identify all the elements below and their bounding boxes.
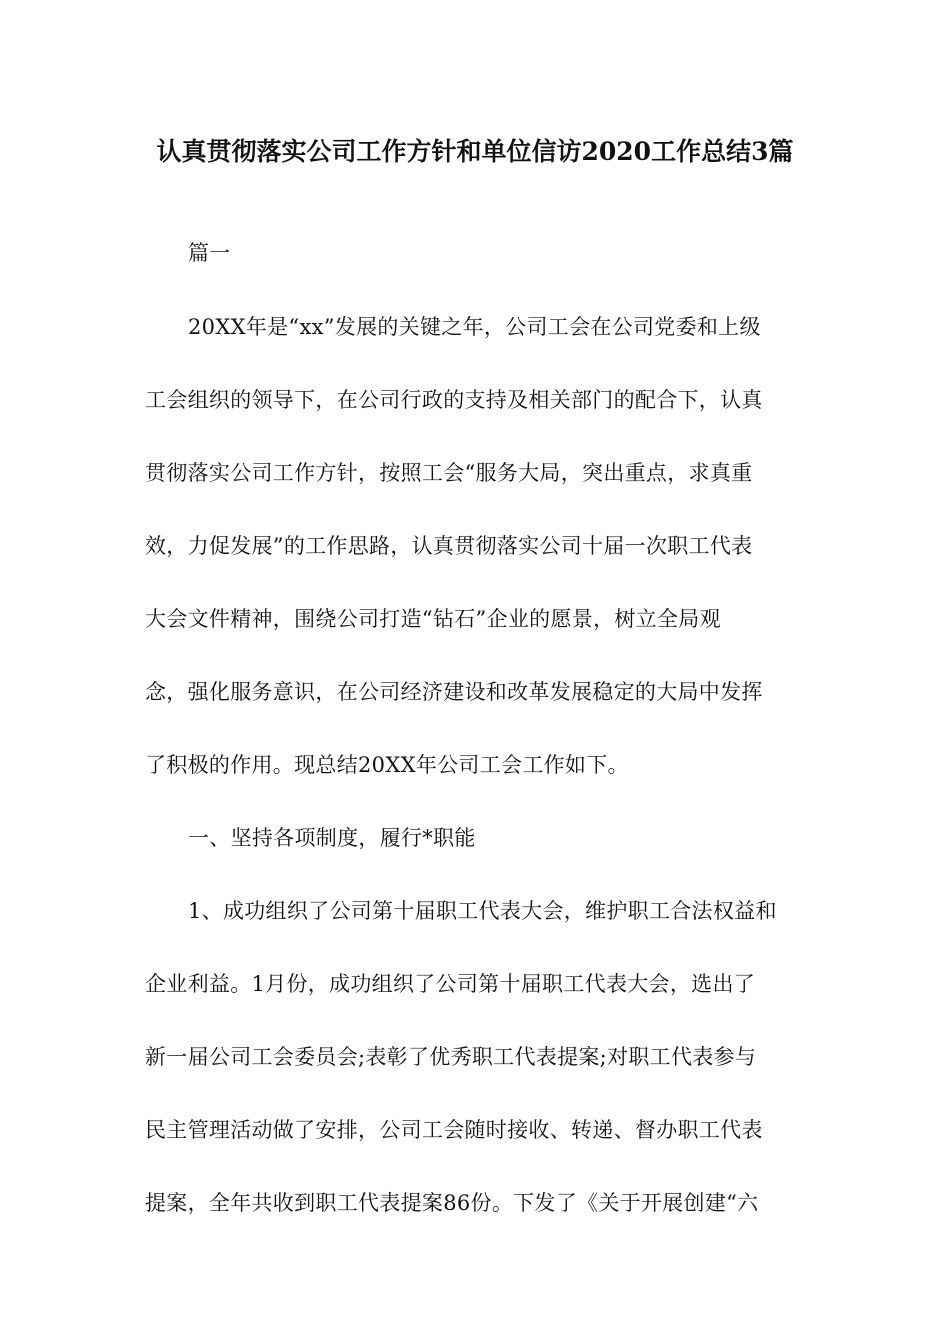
section-heading-part-one: 篇一 xyxy=(188,241,231,265)
paragraph-line: 提案，全年共收到职工代表提案86份。下发了《关于开展创建“六 xyxy=(145,1191,759,1215)
paragraph-line: 民主管理活动做了安排，公司工会随时接收、转递、督办职工代表 xyxy=(145,1118,763,1142)
paragraph-line: 企业利益。1月份，成功组织了公司第十届职工代表大会，选出了 xyxy=(145,972,756,996)
paragraph-line: 新一届公司工会委员会;表彰了优秀职工代表提案;对职工代表参与 xyxy=(145,1045,757,1069)
paragraph-line: 1、成功组织了公司第十届职工代表大会，维护职工合法权益和 xyxy=(188,899,777,923)
section-heading-one: 一、坚持各项制度，履行*职能 xyxy=(188,826,476,850)
paragraph-line: 效，力促发展”的工作思路，认真贯彻落实公司十届一次职工代表 xyxy=(145,534,753,558)
paragraph-line: 工会组织的领导下，在公司行政的支持及相关部门的配合下，认真 xyxy=(145,388,763,412)
paragraph-line: 念，强化服务意识，在公司经济建设和改革发展稳定的大局中发挥 xyxy=(145,680,763,704)
paragraph-line: 20XX年是“xx”发展的关键之年，公司工会在公司党委和上级 xyxy=(188,315,761,339)
paragraph-line: 贯彻落实公司工作方针，按照工会“服务大局，突出重点，求真重 xyxy=(145,461,753,485)
paragraph-line: 了积极的作用。现总结20XX年公司工会工作如下。 xyxy=(145,753,629,777)
paragraph-line: 大会文件精神，围绕公司打造“钻石”企业的愿景，树立全局观 xyxy=(145,607,721,631)
document-title: 认真贯彻落实公司工作方针和单位信访2020工作总结3篇 xyxy=(156,137,794,166)
